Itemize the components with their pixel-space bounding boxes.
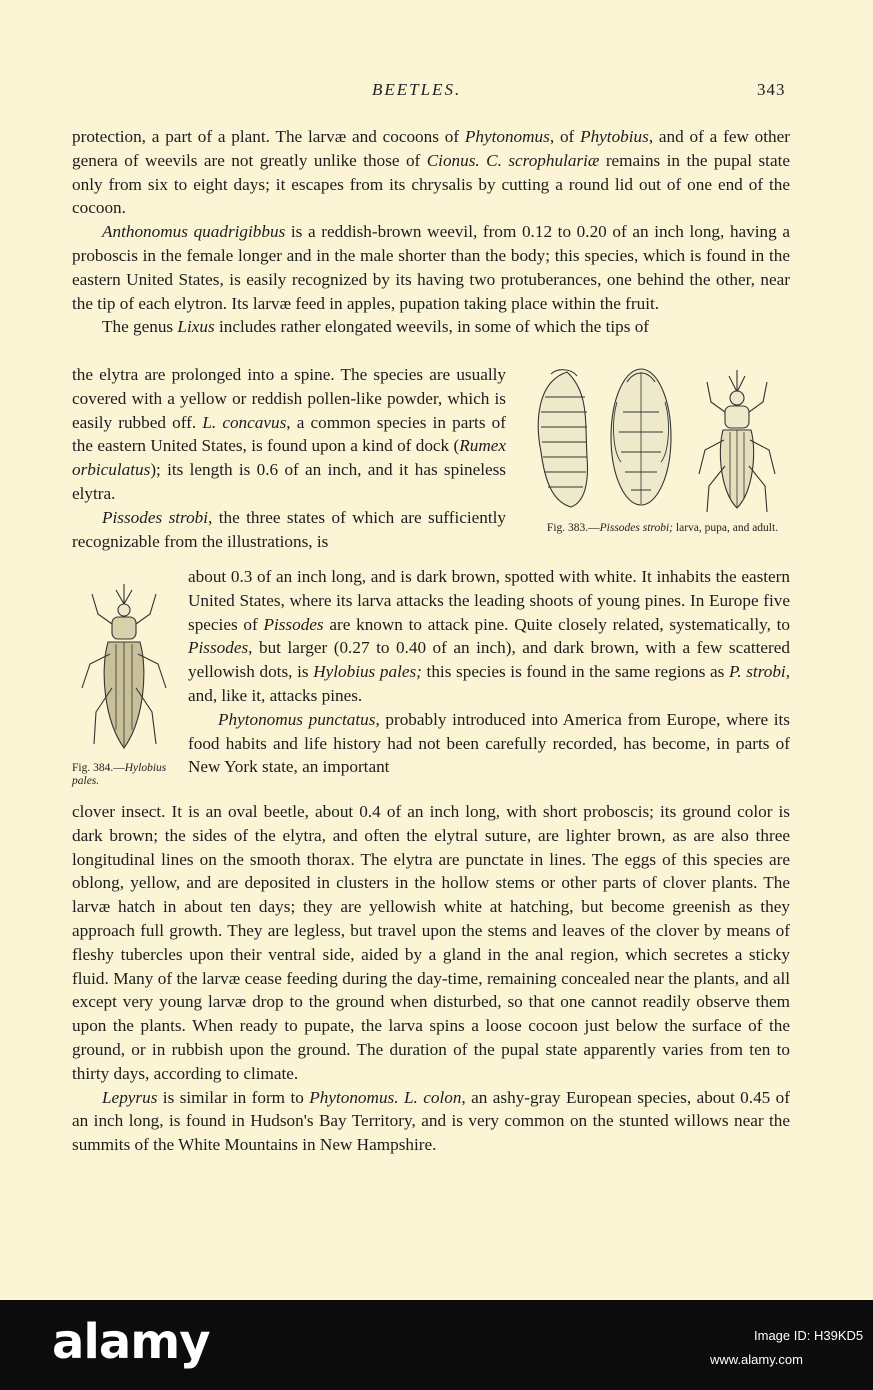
paragraph [72,800,790,1086]
italic-term: Lepyrus [102,1087,158,1107]
text-run: , the three states of which are sufficiently recognizable from the illustrations, is [72,507,506,551]
paragraph [72,125,790,220]
italic-term: Pissodes [188,638,249,658]
caption-rest: larva, pupa, and adult. [673,522,779,534]
text-run: about 0.3 of an inch long, and is dark brown, spotted with white. It inhabits the eastern United States, where its larva attacks the leading shoots of young pines. In Europe five species of [188,567,790,634]
figure-caption-383 [535,522,790,535]
text-run: , and, like it, attacks pines. [188,662,790,705]
text-run: includes rather elongated weevils, in some of which the tips of [214,317,650,337]
text-run: protection, a part of a plant. The larvæ and cocoons of [72,127,465,146]
text-run: is a reddish-brown weevil, from 0.12 to 0.20 of an inch long, having a proboscis in the female longer and in the male shorter than the body; this species, which is found in the eastern United States, is easily recognized by its having two protuberances, one behind the other, near the tip of each elytron. Its larvæ feed in apples, pupation taking place within the fruit. [72,222,790,313]
text-run: , probably introduced into America from Europe, where its food habits and life history had not been carefully recorded, has become, in parts of New York state, an important [188,709,790,777]
text-run: clover insect. It is an oval beetle, about 0.4 of an inch long, with short proboscis; its ground color is dark brown; the sides of the elytra, and often the elytral suture, are lighter brown, as are also three longitudinal lines on the smooth thorax. The elytra are punctate in lines. The eggs of this species are oblong, yellow, and are deposited in clusters in the hollow stems or other parts of clover plants. The larvæ hatch in about ten days; they are yellowish white at hatching, but become greenish as they approach full growth. They are legless, but travel upon the stems and leaves of the clover by means of fleshy tubercles upon their ventral side, aided by a gland in the anal region, which secretes a sticky fluid. Many of the larvæ cease feeding during the day-time, remaining concealed near the plants, and all except very young larvæ drop to the ground when disturbed, so that one cannot readily observe them upon the plants. When ready to pupate, the larva spins a loose cocoon just below the surface of the ground, or in rubbish upon the ground. The duration of the pupal state apparently varies from ten to thirty days, according to climate. [72,802,790,1083]
italic-term: Phytonomus. [309,1087,399,1107]
paragraph [188,708,790,779]
paragraph [72,363,506,506]
caption-label: Fig. 384.— [72,762,125,774]
italic-term: Phytonomus punctatus [218,709,376,729]
text-run: , an ashy-gray European species, about 0.45 of an inch long, is found in Hudson's Bay Territory, and is very common on the stunted willows near the summits of the White Mountains in New Hampshire. [72,1087,790,1155]
paragraph [72,506,506,554]
italic-term: Pissodes [263,614,324,634]
italic-term: L. colon [403,1087,462,1107]
larva-drawing [538,370,587,507]
text-run: , and of a few other genera of weevils are not greatly unlike those of [72,127,790,170]
text-run: this species is found in the same regions as [421,662,729,682]
text-run: is similar in form to [157,1087,310,1107]
text-run: , of [549,127,581,146]
italic-term: Hylobius pales; [313,662,422,682]
site-url: www.alamy.com [710,1352,803,1367]
text-block-beside-fig383 [72,363,506,553]
italic-term: Phytonomus [464,127,550,146]
text-run: , a common species in parts of the eastern United States, is found upon a kind of dock ( [72,412,506,456]
text-run: the elytra are prolonged into a spine. The species are usually covered with a yellow or reddish pollen-like powder, which is easily rubbed off. [72,365,506,432]
pupa-drawing [611,369,671,505]
caption-species: Pissodes strobi; [599,522,674,534]
paragraph [72,1086,790,1157]
text-run: remains in the pupal state only from six to eight days; it escapes from its chrysalis by cutting a round lid out of one end of the cocoon. [72,150,790,218]
running-head: BEETLES. [372,80,462,99]
paragraph [72,220,790,315]
caption-label: Fig. 383.— [546,522,600,534]
adult-beetle-drawing [699,370,775,512]
italic-term: Rumex orbiculatus [72,436,506,480]
paragraph [188,565,790,708]
alamy-logo: alamy [52,1314,210,1370]
italic-term: Anthonomus quadrigibbus [102,222,286,242]
page-number: 343 [757,80,786,99]
text-run: The genus [102,317,178,337]
watermark-footer [0,1300,873,1390]
italic-term: Pissodes strobi [102,507,209,527]
text-block-top [72,125,790,339]
figure-caption-384 [72,762,180,788]
italic-term: C. scrophulariæ [486,150,600,170]
hylobius-pales-illustration [72,580,177,760]
italic-term: P. strobi [729,662,786,682]
text-run: , but larger (0.27 to 0.40 of an inch), and dark brown, with a few scattered yellowish dots, is [188,638,790,682]
text-run: ); its length is 0.6 of an inch, and it has spineless elytra. [72,460,506,503]
text-block-bottom [72,800,790,1157]
italic-term: L. concavus [202,412,287,432]
italic-term: Phytobius [580,127,649,146]
image-id: Image ID: H39KD5 [754,1328,864,1343]
paragraph [72,315,790,339]
text-block-beside-fig384 [188,565,790,779]
pissodes-strobi-illustration [527,362,789,522]
text-run: are known to attack pine. Quite closely related, systematically, to [323,614,790,634]
italic-term: Cionus. [426,150,480,170]
italic-term: Lixus [177,317,215,337]
caption-species: Hylobius pales. [72,762,167,787]
